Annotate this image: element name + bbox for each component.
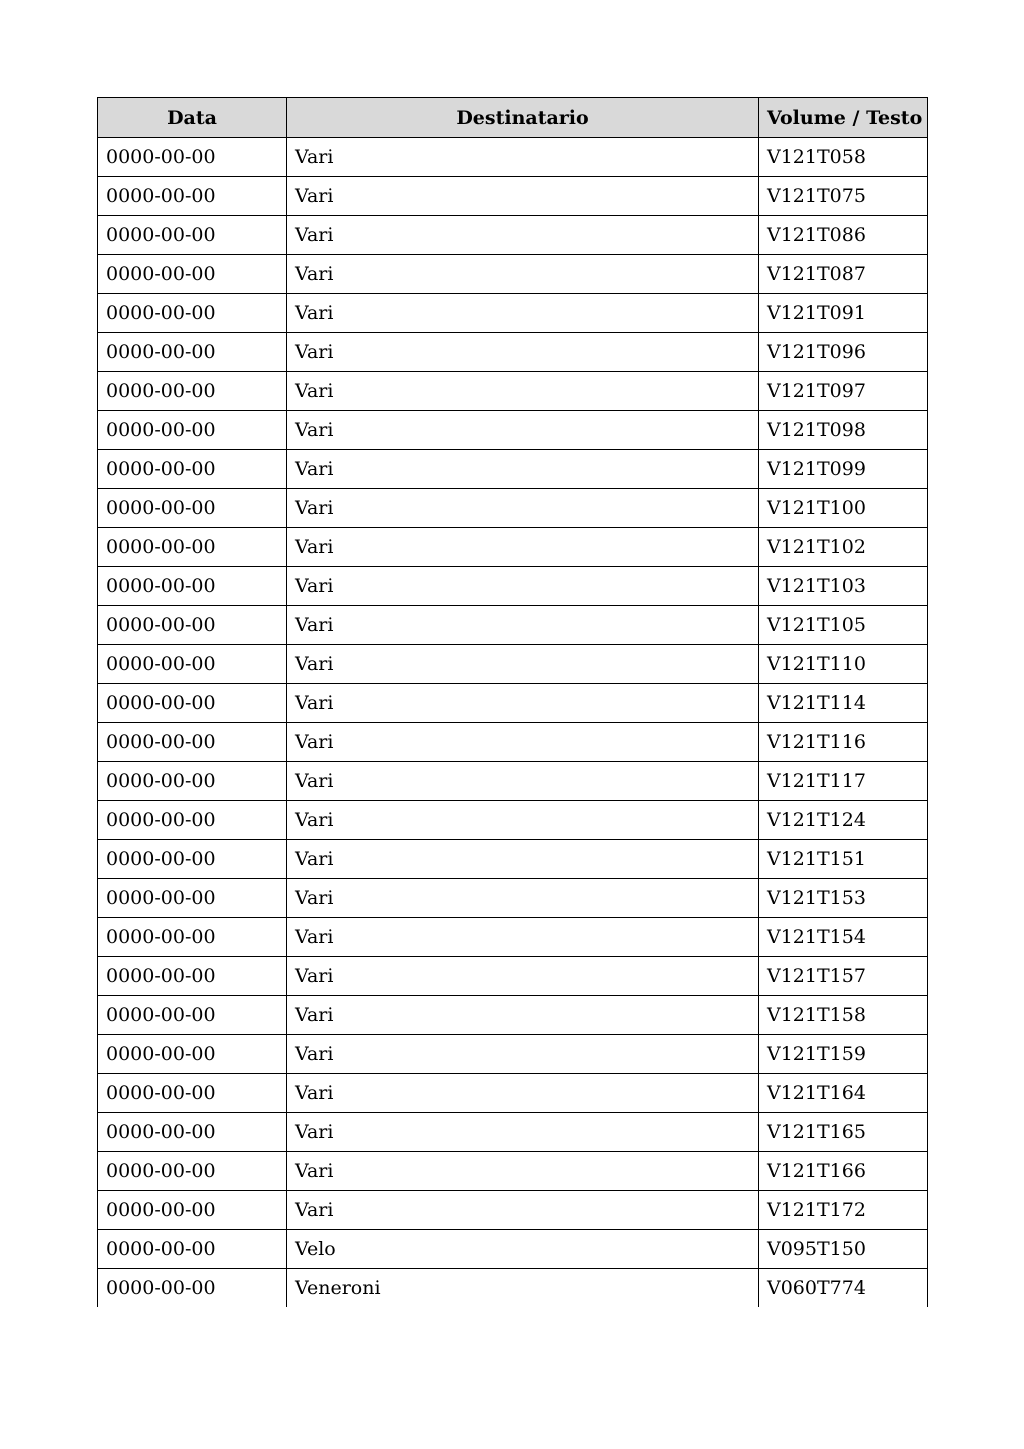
cell-date: 0000-00-00 [98,723,287,762]
table-row [98,294,928,333]
cell-recipient: Vari [287,723,759,762]
cell-volume: V121T096 [759,333,928,372]
cell-volume: V121T058 [759,138,928,177]
table-row [98,411,928,450]
cell-volume: V121T159 [759,1035,928,1074]
cell-date: 0000-00-00 [98,1152,287,1191]
cell-date: 0000-00-00 [98,255,287,294]
cell-recipient: Velo [287,1230,759,1269]
cell-volume: V121T158 [759,996,928,1035]
cell-date: 0000-00-00 [98,1191,287,1230]
cell-recipient: Vari [287,762,759,801]
table-row [98,1035,928,1074]
cell-recipient: Vari [287,450,759,489]
cell-date: 0000-00-00 [98,372,287,411]
cell-date: 0000-00-00 [98,606,287,645]
cell-date: 0000-00-00 [98,528,287,567]
cell-date: 0000-00-00 [98,996,287,1035]
table-row [98,957,928,996]
table-row [98,177,928,216]
table-row [98,1191,928,1230]
table-row [98,1152,928,1191]
cell-date: 0000-00-00 [98,879,287,918]
cell-date: 0000-00-00 [98,489,287,528]
table-row [98,138,928,177]
cell-recipient: Vari [287,255,759,294]
cell-date: 0000-00-00 [98,762,287,801]
cell-recipient: Vari [287,1152,759,1191]
cell-volume: V121T100 [759,489,928,528]
table-row [98,1269,928,1308]
cell-recipient: Vari [287,684,759,723]
cell-recipient: Vari [287,996,759,1035]
table-row [98,372,928,411]
table-row [98,645,928,684]
cell-volume: V121T110 [759,645,928,684]
cell-date: 0000-00-00 [98,684,287,723]
cell-recipient: Vari [287,294,759,333]
cell-date: 0000-00-00 [98,450,287,489]
table-row [98,1230,928,1269]
table-row [98,840,928,879]
cell-recipient: Vari [287,957,759,996]
cell-volume: V121T157 [759,957,928,996]
cell-volume: V121T105 [759,606,928,645]
cell-recipient: Vari [287,567,759,606]
table-row [98,879,928,918]
table-row [98,684,928,723]
cell-date: 0000-00-00 [98,294,287,333]
table-row [98,723,928,762]
cell-date: 0000-00-00 [98,645,287,684]
cell-volume: V060T774 [759,1269,928,1308]
cell-volume: V121T116 [759,723,928,762]
table-row [98,567,928,606]
cell-recipient: Vari [287,528,759,567]
header-recipient: Destinatario [287,98,759,138]
cell-volume: V121T166 [759,1152,928,1191]
cell-date: 0000-00-00 [98,333,287,372]
cell-recipient: Vari [287,489,759,528]
cell-volume: V121T117 [759,762,928,801]
cell-volume: V121T165 [759,1113,928,1152]
table-row [98,333,928,372]
cell-volume: V121T102 [759,528,928,567]
cell-recipient: Vari [287,918,759,957]
cell-volume: V121T103 [759,567,928,606]
cell-volume: V121T099 [759,450,928,489]
cell-recipient: Vari [287,879,759,918]
table-row [98,216,928,255]
records-table [97,97,928,1307]
cell-recipient: Vari [287,645,759,684]
table-body [98,138,928,1308]
cell-volume: V121T114 [759,684,928,723]
cell-date: 0000-00-00 [98,840,287,879]
cell-date: 0000-00-00 [98,138,287,177]
table-row [98,450,928,489]
cell-recipient: Vari [287,1191,759,1230]
cell-volume: V121T151 [759,840,928,879]
cell-volume: V121T091 [759,294,928,333]
cell-recipient: Vari [287,411,759,450]
cell-recipient: Vari [287,801,759,840]
cell-date: 0000-00-00 [98,1035,287,1074]
cell-recipient: Vari [287,216,759,255]
cell-recipient: Veneroni [287,1269,759,1308]
cell-volume: V121T097 [759,372,928,411]
cell-volume: V121T086 [759,216,928,255]
cell-recipient: Vari [287,606,759,645]
table-row [98,255,928,294]
table-row [98,762,928,801]
cell-date: 0000-00-00 [98,1269,287,1308]
table-header-row [98,98,928,138]
cell-volume: V121T172 [759,1191,928,1230]
cell-recipient: Vari [287,333,759,372]
cell-date: 0000-00-00 [98,957,287,996]
table-row [98,801,928,840]
header-date: Data [98,98,287,138]
cell-date: 0000-00-00 [98,567,287,606]
table-row [98,918,928,957]
cell-date: 0000-00-00 [98,216,287,255]
table-row [98,996,928,1035]
cell-volume: V121T075 [759,177,928,216]
cell-volume: V121T164 [759,1074,928,1113]
cell-recipient: Vari [287,138,759,177]
header-volume: Volume / Testo [759,98,928,138]
table-row [98,1074,928,1113]
cell-recipient: Vari [287,1035,759,1074]
cell-volume: V121T153 [759,879,928,918]
cell-volume: V121T098 [759,411,928,450]
cell-volume: V121T124 [759,801,928,840]
cell-date: 0000-00-00 [98,918,287,957]
cell-recipient: Vari [287,372,759,411]
table-row [98,606,928,645]
table-row [98,1113,928,1152]
cell-volume: V095T150 [759,1230,928,1269]
cell-volume: V121T154 [759,918,928,957]
cell-date: 0000-00-00 [98,1074,287,1113]
cell-recipient: Vari [287,1113,759,1152]
cell-recipient: Vari [287,1074,759,1113]
cell-recipient: Vari [287,840,759,879]
cell-volume: V121T087 [759,255,928,294]
cell-date: 0000-00-00 [98,411,287,450]
table-row [98,489,928,528]
cell-recipient: Vari [287,177,759,216]
cell-date: 0000-00-00 [98,177,287,216]
cell-date: 0000-00-00 [98,1230,287,1269]
cell-date: 0000-00-00 [98,801,287,840]
table-row [98,528,928,567]
cell-date: 0000-00-00 [98,1113,287,1152]
